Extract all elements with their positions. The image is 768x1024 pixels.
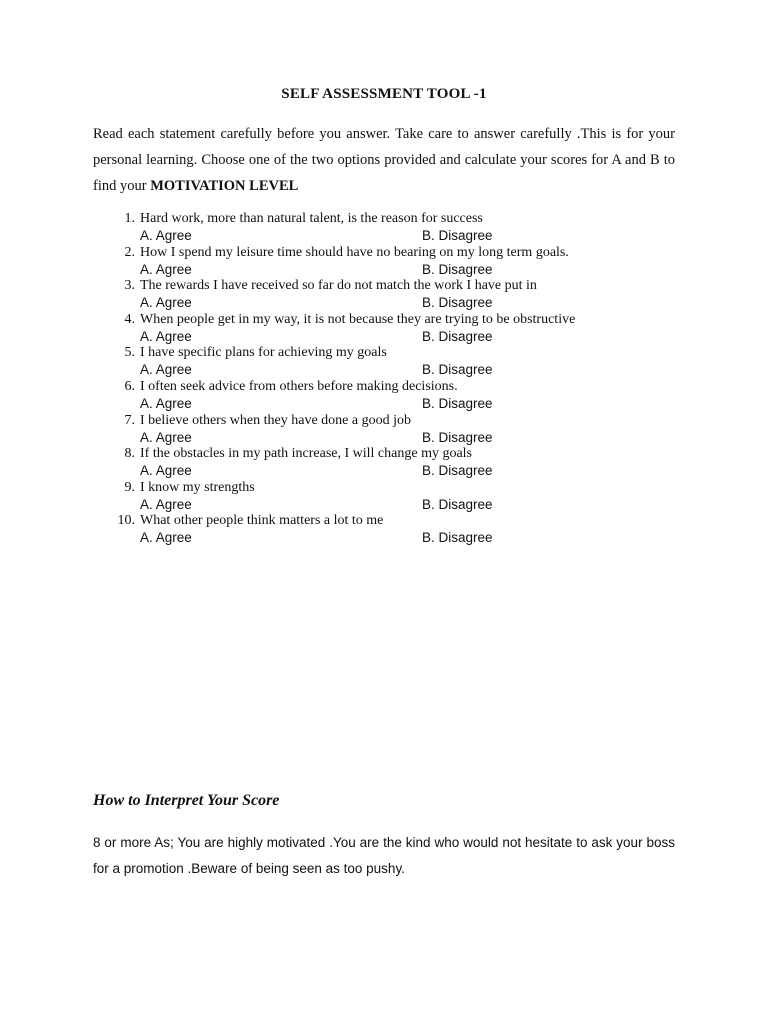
question-item (113, 413, 673, 447)
option-disagree: B. Disagree (422, 530, 493, 546)
question-text: Hard work, more than natural talent, is the reason for success (140, 211, 483, 226)
question-number: 5. (124, 345, 135, 361)
option-agree: A. Agree (140, 295, 192, 311)
intro-paragraph (93, 121, 675, 199)
question-text: I believe others when they have done a good job (140, 412, 411, 428)
question-number: 7. (124, 412, 135, 428)
page-title: SELF ASSESSMENT TOOL -1 (281, 86, 487, 102)
option-agree: A. Agree (140, 395, 192, 411)
question-text: I know my strengths (140, 479, 255, 495)
option-disagree: B. Disagree (422, 463, 493, 479)
question-number: 3. (124, 278, 135, 294)
question-item (113, 379, 673, 413)
intro-text: Read each statement carefully before you answer. Take care to answer carefully .This is for your personal learning. Choose one of the two options provided and calculate your scores for A and B to find your (93, 126, 675, 194)
question-item (113, 513, 673, 547)
question-item (113, 480, 673, 514)
option-agree: A. Agree (140, 429, 192, 445)
question-number: 8. (124, 446, 135, 462)
option-disagree: B. Disagree (422, 395, 493, 411)
option-disagree: B. Disagree (422, 362, 493, 378)
question-number: 6. (124, 378, 135, 394)
option-agree: A. Agree (140, 261, 192, 277)
option-agree: A. Agree (140, 328, 192, 344)
question-item (113, 245, 673, 279)
question-text: When people get in my way, it is not because they are trying to be obstructive (140, 311, 576, 327)
question-text: What other people think matters a lot to me (140, 513, 384, 529)
question-item (113, 211, 673, 245)
option-agree: A. Agree (140, 530, 192, 546)
question-number: 2. (124, 244, 135, 260)
option-disagree: B. Disagree (422, 228, 493, 243)
question-text: I have specific plans for achieving my goals (140, 345, 387, 361)
option-disagree: B. Disagree (422, 295, 493, 311)
option-agree: A. Agree (140, 228, 192, 243)
question-text: I often seek advice from others before making decisions. (140, 378, 458, 394)
interpret-paragraph: 8 or more As; You are highly motivated .You are the kind who would not hesitate to ask your boss for a promotion .Beware of being seen as too pushy. (93, 835, 675, 876)
question-text: How I spend my leisure time should have no bearing on my long term goals. (140, 244, 569, 260)
option-agree: A. Agree (140, 463, 192, 479)
option-disagree: B. Disagree (422, 429, 493, 445)
question-text: The rewards I have received so far do not match the work I have put in (140, 278, 537, 294)
question-text: If the obstacles in my path increase, I will change my goals (140, 446, 473, 462)
option-disagree: B. Disagree (422, 496, 493, 512)
question-item (113, 312, 673, 346)
question-number: 4. (124, 311, 135, 327)
question-item (113, 278, 673, 312)
question-item (113, 345, 673, 379)
option-disagree: B. Disagree (422, 261, 493, 277)
question-number: 9. (124, 479, 135, 495)
option-disagree: B. Disagree (422, 328, 493, 344)
option-agree: A. Agree (140, 362, 192, 378)
intro-bold-text: MOTIVATION LEVEL (150, 178, 299, 194)
option-agree: A. Agree (140, 496, 192, 512)
question-list (113, 211, 673, 547)
interpret-heading: How to Interpret Your Score (93, 792, 280, 809)
question-number: 1. (124, 211, 135, 226)
question-number: 10. (117, 513, 135, 529)
question-item (113, 446, 673, 480)
